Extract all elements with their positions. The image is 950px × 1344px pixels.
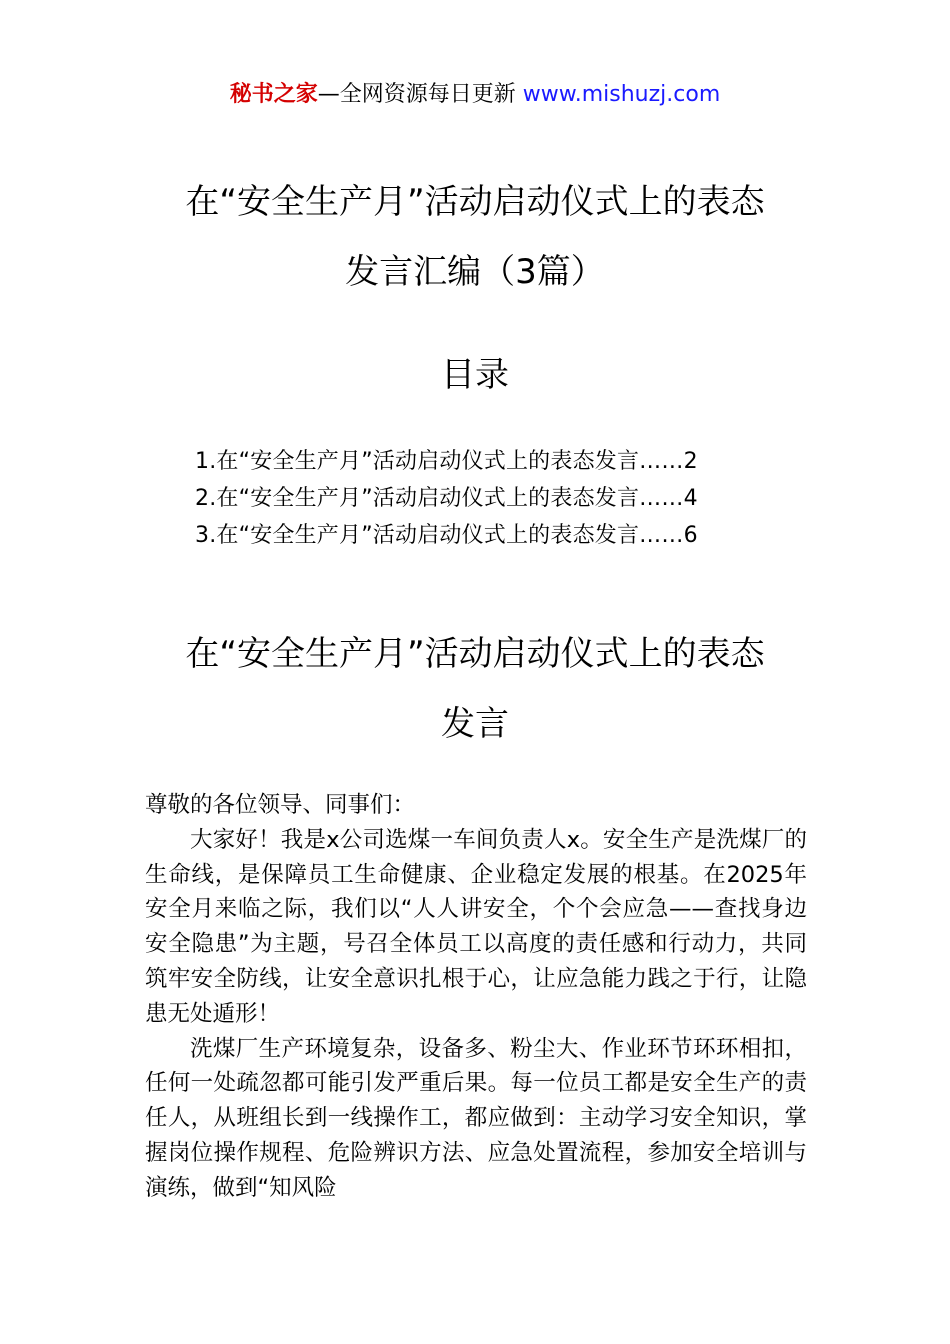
document-title (0, 167, 950, 307)
table-of-contents (195, 443, 807, 554)
speech-body (145, 788, 807, 1206)
brand-name: 秘书之家 (229, 82, 318, 107)
toc-heading: 目录 (441, 355, 509, 395)
salutation: 尊敬的各位领导、同事们： (145, 792, 416, 818)
document-title-line-2: 发言汇编（3篇） (345, 252, 605, 292)
toc-item[interactable]: 1.在“安全生产月”活动启动仪式上的表态发言……2 (195, 449, 698, 474)
speech-title-line-2: 发言 (441, 704, 509, 744)
speech-title (0, 619, 950, 759)
toc-item[interactable]: 2.在“安全生产月”活动启动仪式上的表态发言……4 (195, 486, 698, 511)
speech-title-line-1: 在“安全生产月”活动启动仪式上的表态 (185, 634, 765, 674)
site-header (0, 78, 950, 112)
header-tagline: —全网资源每日更新 (317, 82, 523, 107)
document-title-line-1: 在“安全生产月”活动启动仪式上的表态 (185, 182, 765, 222)
body-paragraph: 洗煤厂生产环境复杂，设备多、粉尘大、作业环节环环相扣，任何一处疏忽都可能引发严重后果。每一位员工都是安全生产的责任人，从班组长到一线操作工，都应做到：主动学习安全知识，掌握岗位操作规程、危险辨识方法、应急处置流程，参加安全培训与演练，做到“知风险 (145, 1035, 807, 1201)
body-paragraph: 大家好！我是x公司选煤一车间负责人x。安全生产是洗煤厂的生命线，是保障员工生命健康、企业稳定发展的根基。在2025年安全月来临之际，我们以“人人讲安全，个个会应急——查找身边安全隐患”为主题，号召全体员工以高度的责任感和行动力，共同筑牢安全防线，让安全意识扎根于心，让应急能力践之于行，让隐患无处遁形！ (145, 826, 807, 1027)
site-url[interactable]: www.mishuzj.com (522, 82, 721, 107)
toc-item[interactable]: 3.在“安全生产月”活动启动仪式上的表态发言……6 (195, 523, 698, 548)
